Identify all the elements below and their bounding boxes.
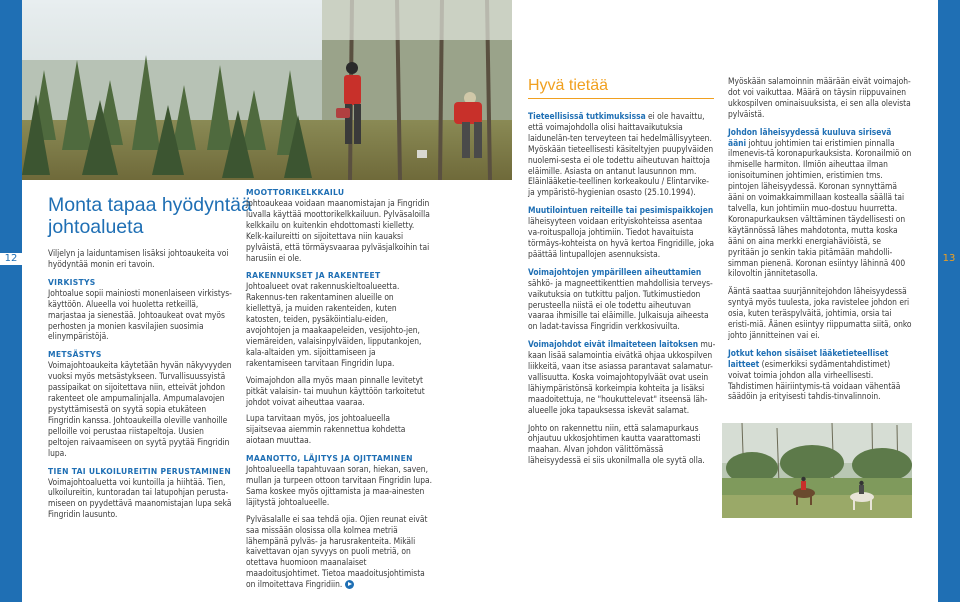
section-heading-maanotto: MAANOTTO, LÄJITYS JA OJITTAMINEN (246, 454, 413, 464)
section-body-virkistys: Johtoalue sopii mainiosti monenlaiseen virkistys-käyttöön. Alueella voi huoletta retkeillä, marjastaa ja sienestää. Johtoaukeat ovat myös perhosten ja monien kasvilajien suosimia elinympäristöjä. (48, 287, 232, 342)
right-item-3-body: (esimerkiksi sydämentahdistimet) voivat toimia johdon alla virheellisesti. Tahdistimen häiriintymis-tä voidaan vähentää säädöin ja erityisesti tahdis-tinvalinnoin. (728, 358, 901, 402)
section-body-moottorikelkkailu: Johtoaukeaa voidaan maanomistajan ja Fingridin luvalla käyttää moottorikelkkailuun. Pylväsaloilla kelkkailu on kuitenkin ehdottomasti kielletty. Kelk-kailureitti on sijoitettava niin kauaksi pylväistä, että törmäysvaaraa pylväsjalkoihin tai harusiin ei ole. (246, 198, 430, 263)
section-heading-moottorikelkkailu: MOOTTORIKELKKAILU (246, 188, 345, 197)
info-item-1-body: ei ole havaittu, että voimajohdolla olisi haittavaikutuksia laidunelän-ten terveyteen tai hedelmällisyyteen. Myöskään tieteellisesti käsiteltyjen puupylväiden nuolemi-sesta ei ole todettu aiheutuvan haittoja eläimille. Asiasta on antanut lausunnon mm. Eläinlääketie-teellinen korkeakoulu / Elintarvike- ja ympäristö-hygienian osasto (25.10.1994). (528, 111, 714, 198)
horse-riders-photo (722, 423, 912, 518)
right-intro: Myöskään salamoinnin määrään eivät voimajoh-dot voi vaikuttaa. Määrä on täysin riippuvainen ukkospilven ominaisuuksista, ei sen alla olevista pylväistä. (728, 76, 911, 119)
left-column (48, 248, 233, 520)
forest-photo (22, 0, 512, 180)
right-item-2 (728, 286, 912, 341)
right-item-3 (728, 348, 912, 403)
info-item-3-body: sähkö- ja magneettikenttien mahdollisia terveys-vaikutuksia on tutkittu paljon. Tutkimustiedon perusteella niistä ei ole todettu aiheutuvan vaaraa ihmisille tai eläimille. Julkaisuja aiheesta on ladat-tavissa Fingridin verkkosivuilta. (528, 277, 713, 332)
right-side-tab (938, 0, 960, 602)
left-side-tab (0, 0, 22, 602)
arrow-icon (345, 580, 354, 589)
info-item-2-lead: Muutilointuen reiteille tai pesimispaikkojen (528, 205, 714, 216)
info-item-4-body: mu-kaan lisää salamointia eivätkä ohjaa ukkospilven liikkeitä, vaan itse asiassa parantavat salamatur-vallisuutta. Koska voimajohtopylväät ovat usein lähiympäristönsä korkeimpia kohteita ja lisäksi maadoitettuja, ne "houkuttelevat" itseensä läh-alueelle joka tapauksessa iskevät salamat. (528, 339, 716, 415)
info-item-5-body: Johto on rakennettu niin, että salamapurkaus ohjautuu ukkosjohtimen kautta vaarattomasti maahan. Alvan johdon välittömässä läheisyydessä ei siis ukonilmalla ole syytä olla. (528, 422, 705, 466)
right-item-3-lead: Jotkut kehon sisäiset lääketieteelliset laitteet (728, 347, 889, 369)
info-item-3-lead: Voimajohtojen ympärilleen aiheuttamien (528, 266, 702, 277)
right-item-1-lead: Johdon läheisyydessä kuuluva sirisevä ääni (728, 126, 892, 148)
info-item-3 (528, 267, 716, 332)
info-item-2 (528, 205, 716, 260)
right-item-1 (728, 127, 912, 280)
info-title-rule (528, 98, 714, 99)
section-body-rakennukset-3: Lupa tarvitaan myös, jos johtoalueella sijaitsevaa aiemmin rakennettua kohdetta aiotaan muuttaa. (246, 413, 406, 446)
page-title-line1: Monta tapaa hyödyntää (48, 194, 252, 216)
section-body-maanotto: Johtoalueella tapahtuvaan soran, hiekan, saven, mullan ja turpeen ottoon tarvitaan Fingridin lupa. Sama koskee myös ojittamista ja maa-ainesten läjitystä johtoalueelle. (246, 464, 432, 507)
info-item-4-lead: Voimajohdot eivät ilmaiteteen laitoksen (528, 339, 699, 350)
section-heading-virkistys: VIRKISTYS (48, 277, 96, 287)
section-body-metsastys: Voimajohtoaukeita käytetään hyvän näkyvyyden vuoksi myös metsästykseen. Turvallisuussyistä passipaikat on sijoitettava niin, etteivät johdon rakenteet ole ampumalinjalla. Ampumalavojen pystyttämisestä on syytä sopia etukäteen Fingridin kanssa. Johtoaukeilla oleville vanhoille pelloille voi perustaa riistapeltoja. Uusien peltojen raivaamiseen on syytä pyytää Fingridin lupa. (48, 360, 232, 458)
info-item-1-lead: Tieteellisissä tutkimuksissa (528, 111, 646, 121)
page-number-left: 12 (0, 253, 22, 265)
info-item-5 (528, 423, 716, 467)
info-title: Hyvä tietää (528, 77, 609, 94)
section-body-rakennukset-2: Voimajohdon alla myös maan pinnalle levitetyt pitkät valaisin- tai muuhun käyttöön tarkoitetut johdot voivat aiheuttaa vaaraa. (246, 374, 425, 407)
section-body-maanotto-2-text: Pylväsalalle ei saa tehdä ojia. Ojien reunat eivät saa missään olosissa olla kolmea metriä lähempänä pylväs- ja harusrakenteita. Mikäli kaivettavan ojan syvyys on puoli metriä, on otettava huomioon maanalaiset maadoitusjohtimet. Tietoa maadoitusjohtimista on ilmoitettava Fingridiin. (246, 513, 428, 590)
section-body-tie: Voimajohtoaluetta voi kuntoilla ja hiihtää. Tien, ulkoilureitin, kuntoradan tai latupohjan perusta-miseen on pyydettävä maanomistajan lupa sekä Fingridin lausunto. (48, 476, 232, 520)
info-item-1 (528, 111, 716, 198)
info-item-4 (528, 339, 716, 415)
section-body-maanotto-2 (246, 514, 432, 590)
info-item-2-body: läheisyyteen voidaan erityiskohteissa asentaa va-roituspalloja johtimiin. Tiedot havaituista törmäys-kohteista on hyvä kertoa Fingridille, joka päättää lintupallojen asennuksista. (528, 216, 715, 259)
right-column (728, 76, 912, 402)
middle-column (246, 188, 432, 590)
section-heading-tie: TIEN TAI ULKOILUREITIN PERUSTAMINEN (48, 466, 232, 476)
section-heading-rakennukset: RAKENNUKSET JA RAKENTEET (246, 271, 381, 281)
section-body-rakennukset: Johtoalueet ovat rakennuskieltoalueetta. Rakennus-ten rakentaminen alueille on kiellettyä, ja muiden rakenteiden, kuten katosten, teiden, pysäköintialu-eiden, avojohtojen ja maakaapeleiden, vesijohto-jen, viemäreiden, valaisinpylväiden, lipputankojen, kala-altaiden ym. sijoittamiseen ja rakentamiseen tarvitaan Fingridin lupa. (246, 281, 422, 368)
info-column (528, 111, 716, 466)
page-number-right: 13 (942, 253, 956, 264)
intro-text: Viljelyn ja laiduntamisen lisäksi johtoaukeita voi hyödyntää monin eri tavoin. (48, 248, 229, 269)
section-heading-metsastys: METSÄSTYS (48, 350, 102, 360)
right-item-1-body: johtuu johtimien tai eristimien pinnalla ilmenevis-tä koronapurkauksista. Koronailmiö on ihmiselle harmiton. Ilmiön aiheuttaa ilman ionisoituminen johtimien, eristimien tms. pintojen läheisyydessä. Koronan synnyttämä ääni on voimakkaimmillaan kostealla säällä tai talvella, kun johtimiin muo-dostuu huurretta. Koronapurkauksen välttäminen täydellisesti on käytännössä lähes mahdotonta, mutta koska ääni on aina merkki energiahäviöistä, se pyritään jo senkin takia pitämään mahdolli-simman pienenä. Koronan esiintyy lähinnä 400 kilovoltin jännitetasolla. (728, 137, 912, 279)
right-item-2-body: Ääntä saattaa suurjännitejohdon läheisyydessä syntyä myös tuulesta, joka ravistelee johdon eri osia, kuten teräspylväitä, johtimia, orsia tai eristi-miä. Äänen esiintyy riippumatta siitä, onko johto jännitteinen vai ei. (728, 286, 912, 340)
page-title (48, 194, 252, 238)
page-title-line2: johtoalueta (48, 216, 144, 238)
